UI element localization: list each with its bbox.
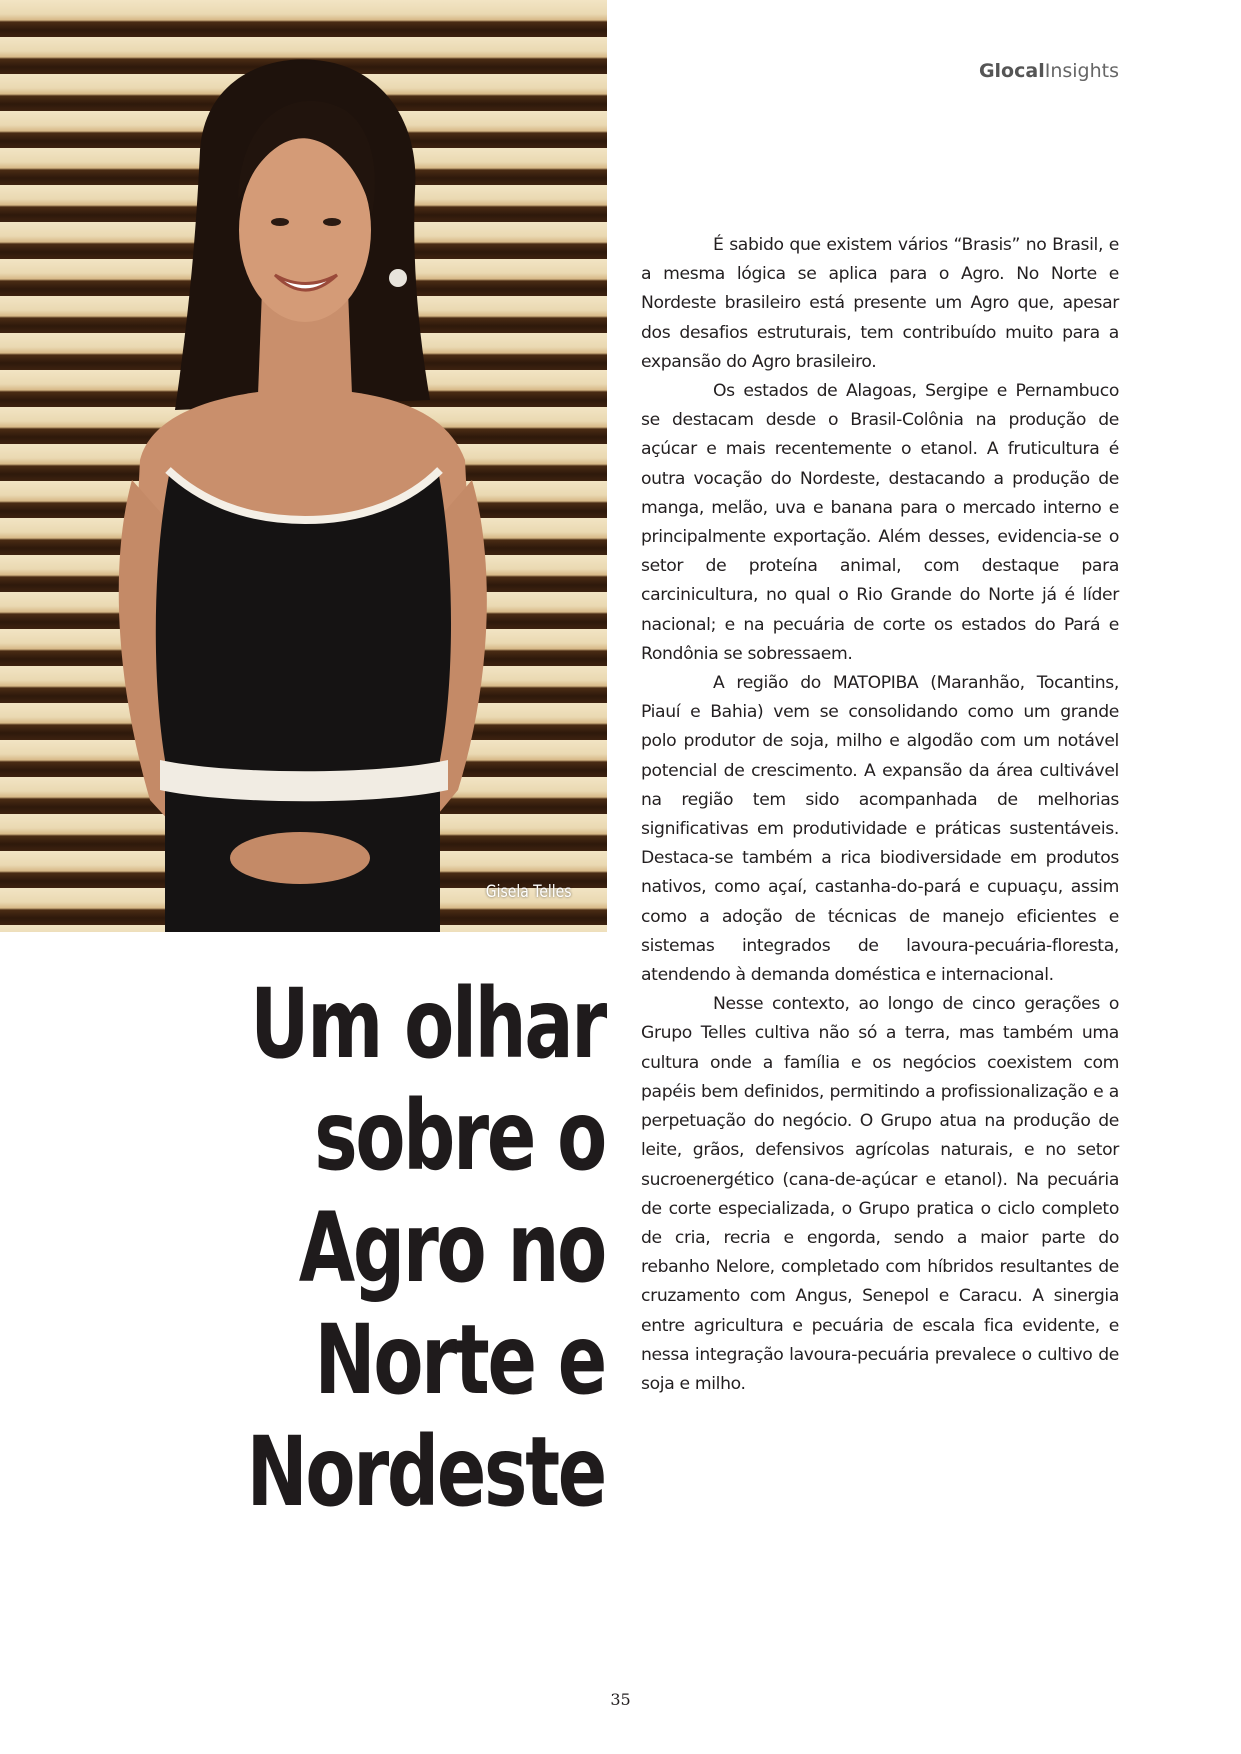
body-paragraph: Nesse contexto, ao longo de cinco gerações o Grupo Telles cultiva não só a terra, mas também uma cultura onde a família e os negócios coexistem com papéis bem definidos, permitindo a profissionalização e a perpetuação do negócio. O Grupo atua na produção de leite, grãos, defensivos agrícolas naturais, e no setor sucroenergético (cana-de-açúcar e etanol). Na pecuária de corte especializada, o Grupo pratica o ciclo completo de cria, recria e engorda, sendo a maior parte do rebanho Nelore, completado com híbridos resultantes de cruzamento com Angus, Senepol e Caracu. A sinergia entre agricultura e pecuária de escala fica evidente, e nessa integração lavoura-pecuária prevalece o cultivo de soja e milho. (641, 994, 1119, 1394)
portrait-illustration (0, 0, 607, 932)
body-paragraph: Os estados de Alagoas, Sergipe e Pernambuco se destacam desde o Brasil-Colônia na produção de açúcar e mais recentemente o etanol. A fruticultura é outra vocação do Nordeste, destacando a produção de manga, melão, uva e banana para o mercado interno e principalmente exportação. Além desses, evidencia-se o setor de proteína animal, com destaque para carcinicultura, no qual o Rio Grande do Norte já é líder nacional; e na pecuária de corte os estados do Pará e Rondônia se sobressaem. (641, 381, 1119, 664)
headline-line: Um olhar (250, 968, 605, 1080)
body-paragraph: É sabido que existem vários “Brasis” no Brasil, e a mesma lógica se aplica para o Agro. No Norte e Nordeste brasileiro está presente um Agro que, apesar dos desafios estruturais, tem contribuído muito para a expansão do Agro brasileiro. (641, 235, 1119, 372)
headline-line: Nordeste (246, 1416, 605, 1528)
portrait-photo (0, 0, 607, 932)
headline-line: Norte e (314, 1304, 605, 1416)
brand-logo (979, 60, 1119, 82)
article-headline (85, 968, 605, 1528)
brand-light: Insights (1044, 60, 1119, 82)
body-paragraph: A região do MATOPIBA (Maranhão, Tocantins, Piauí e Bahia) vem se consolidando como um grande polo produtor de soja, milho e algodão com um notável potencial de crescimento. A expansão da área cultivável na região tem sido acompanhada de melhorias significativas em produtividade e práticas sustentáveis. Destaca-se também a rica biodiversidade em produtos nativos, como açaí, castanha-do-pará e cupuaçu, assim como a adoção de técnicas de manejo eficientes e sistemas integrados de lavoura-pecuária-floresta, atendendo à demanda doméstica e internacional. (641, 673, 1119, 986)
photo-caption: Gisela Telles (485, 882, 571, 902)
article-body (641, 231, 1119, 1399)
headline-line: sobre o (314, 1080, 605, 1192)
page-number: 35 (610, 1690, 631, 1709)
brand-bold: Glocal (978, 60, 1045, 82)
headline-line: Agro no (298, 1192, 605, 1304)
